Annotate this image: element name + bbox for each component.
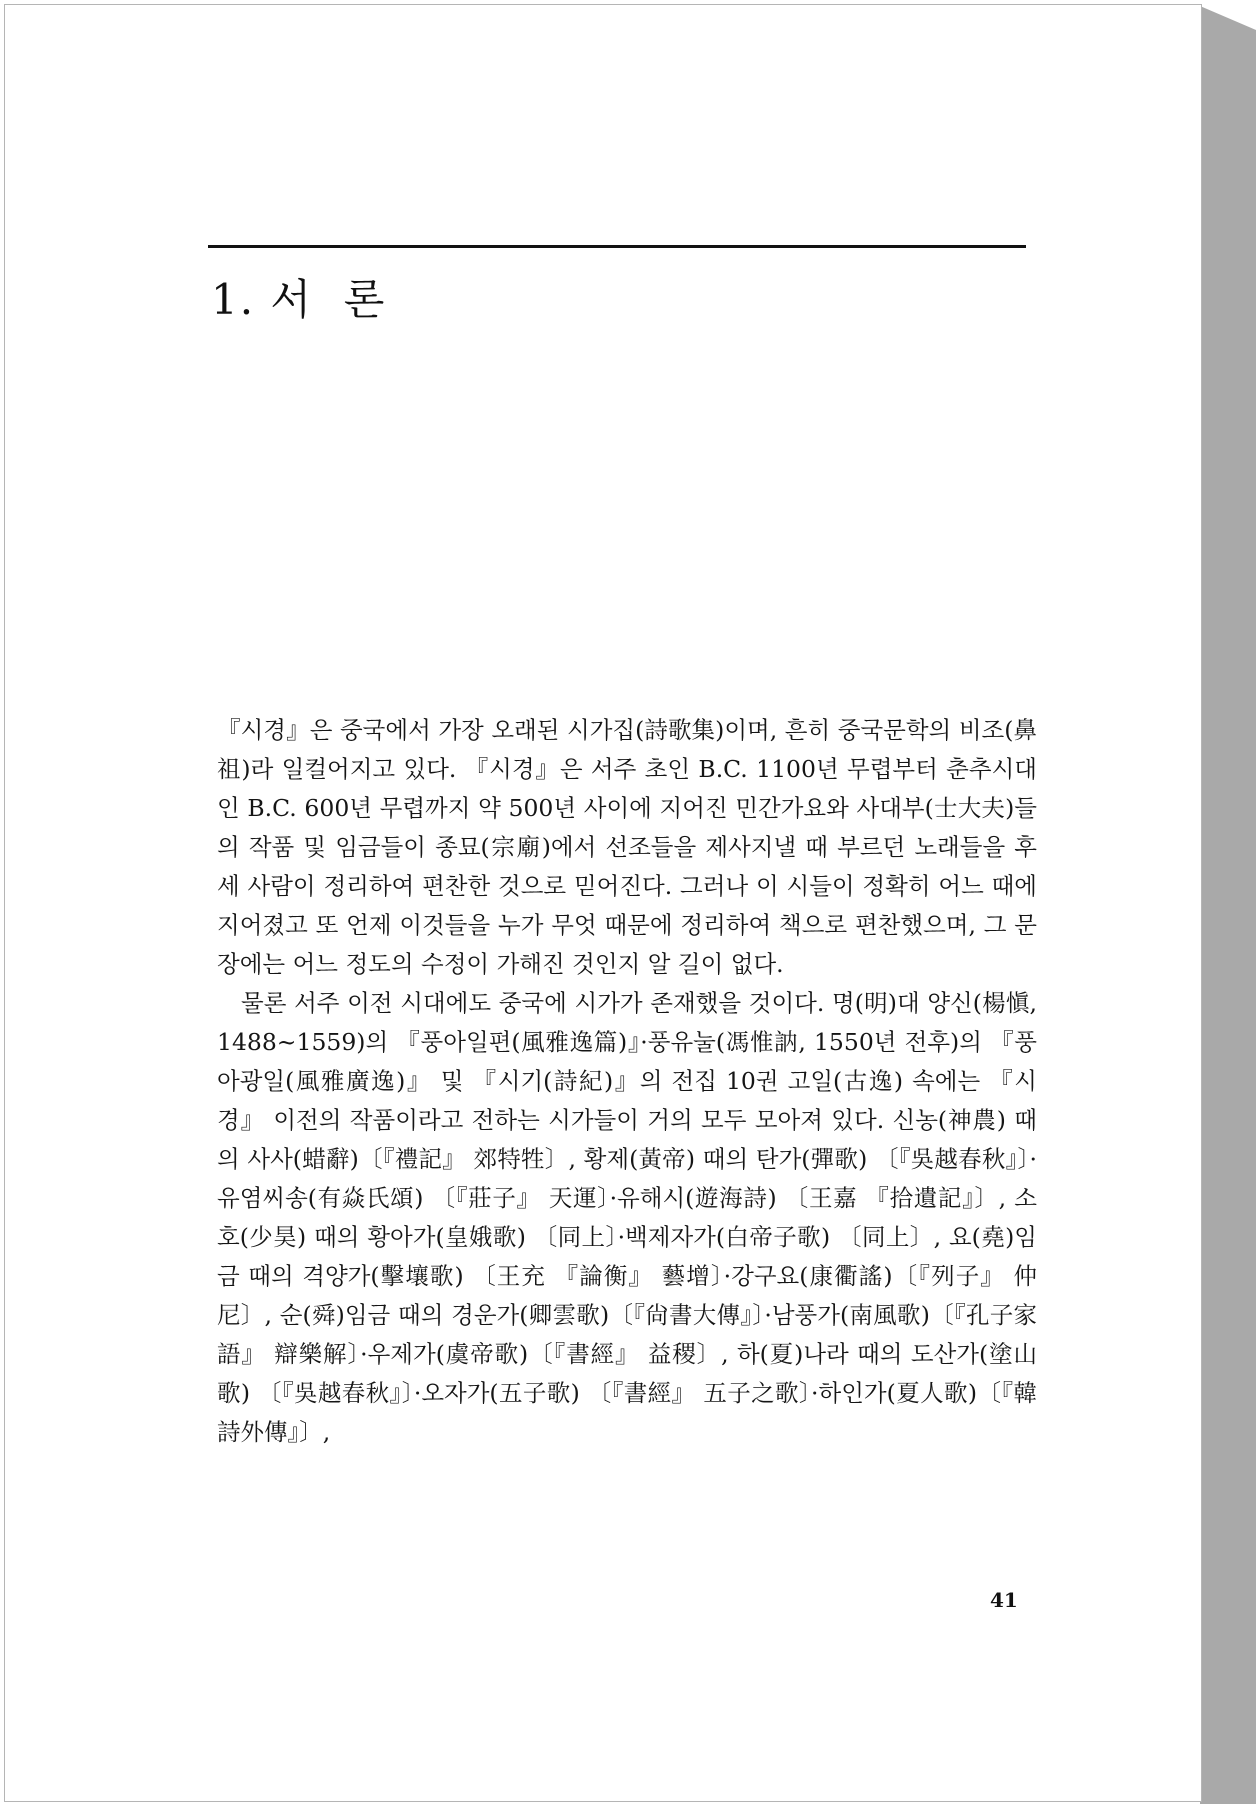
page-edge [1200,6,1256,1804]
paragraph: 물론 서주 이전 시대에도 중국에 시가가 존재했을 것이다. 명(明)대 양신(楊愼, 1488~1559)의 『풍아일편(風雅逸篇)』·풍유눌(馮惟訥, 1550년 전후)의 『풍아광일(風雅廣逸)』 및 『시기(詩紀)』의 전집 10권 고일(古逸) 속에는 『시경』 이전의 작품이라고 전하는 시가들이 거의 모두 모아져 있다. 신농(神農) 때의 사사(蜡辭)〔『禮記』 郊特牲〕, 황제(黃帝) 때의 탄가(彈歌) 〔『吳越春秋』〕·유염씨송(有焱氏頌) 〔『莊子』 天運〕·유해시(遊海詩) 〔王嘉 『拾遺記』〕, 소호(少昊) 때의 황아가(皇娥歌) 〔同上〕·백제자가(白帝子歌) 〔同上〕, 요(堯)임금 때의 격양가(擊壤歌) 〔王充 『論衡』 藝增〕·강구요(康衢謠)〔『列子』 仲尼〕, 순(舜)임금 때의 경운가(卿雲歌)〔『尙書大傳』〕·남풍가(南風歌)〔『孔子家語』 辯樂解〕·우제가(虞帝歌)〔『書經』 益稷〕, 하(夏)나라 때의 도산가(塗山歌) 〔『吳越春秋』〕·오자가(五子歌) 〔『書經』 五子之歌〕·하인가(夏人歌)〔『韓詩外傳』〕, [217,989,1037,1446]
page-sheet [4,4,1202,1802]
chapter-rule [208,245,1026,248]
paragraph: 『시경』은 중국에서 가장 오래된 시가집(詩歌集)이며, 흔히 중국문학의 비조(鼻祖)라 일컬어지고 있다. 『시경』은 서주 초인 B.C. 1100년 무렵부터 춘추시대인 B.C. 600년 무렵까지 약 500년 사이에 지어진 민간가요와 사대부(士大夫)들의 작품 및 임금들이 종묘(宗廟)에서 선조들을 제사지낼 때 부르던 노래들을 후세 사람이 정리하여 편찬한 것으로 믿어진다. 그러나 이 시들이 정확히 어느 때에 지어졌고 또 언제 이것들을 누가 무엇 때문에 정리하여 책으로 편찬했으며, 그 문장에는 어느 정도의 수정이 가해진 것인지 알 길이 없다. [217,716,1037,978]
body-text [217,711,1037,1452]
page-number: 41 [990,1588,1018,1612]
chapter-title: 1. 서 론 [211,275,387,324]
